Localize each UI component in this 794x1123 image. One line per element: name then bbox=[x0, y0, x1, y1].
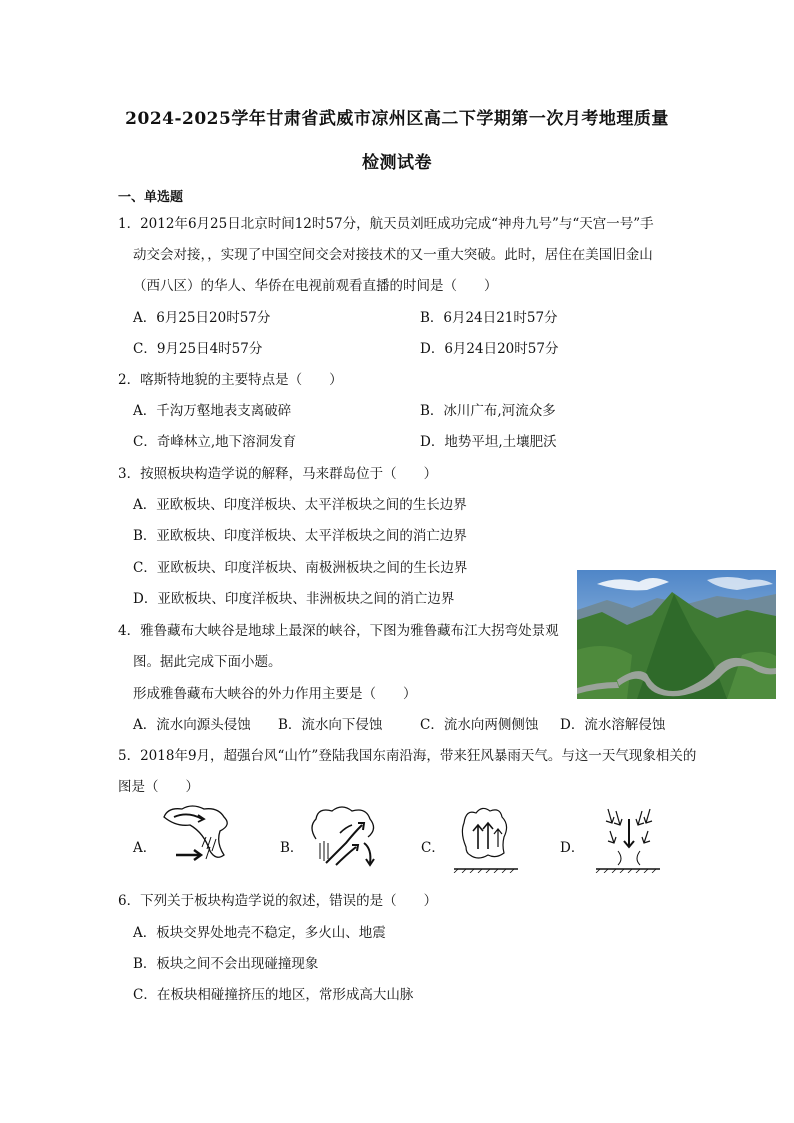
q2-stem: 2．喀斯特地貌的主要特点是（ ） bbox=[118, 372, 343, 388]
q2-option-a: A．千沟万壑地表支离破碎 bbox=[133, 403, 292, 419]
q5-option-c: C． bbox=[421, 840, 445, 856]
q3-option-a: A．亚欧板块、印度洋板块、太平洋板块之间的生长边界 bbox=[133, 497, 467, 513]
diagram-c-convection-icon bbox=[452, 803, 522, 877]
q2-option-b: B．冰川广布,河流众多 bbox=[420, 403, 556, 419]
diagram-d-subsiding-air-icon bbox=[594, 803, 664, 877]
diagram-b-typhoon-icon bbox=[306, 803, 386, 877]
q1-stem-line-2: 动交会对接，，实现了中国空间交会对接技术的又一重大突破。此时，居住在美国旧金山 bbox=[133, 247, 653, 263]
q1-option-d: D．6月24日20时57分 bbox=[420, 341, 559, 357]
q4-option-d: D．流水溶解侵蚀 bbox=[560, 717, 666, 733]
q4-stem-line-1: 4．雅鲁藏布大峡谷是地球上最深的峡谷，下图为雅鲁藏布江大拐弯处景观 bbox=[118, 623, 559, 639]
q1-option-a: A．6月25日20时57分 bbox=[133, 310, 271, 326]
diagram-a-cold-front-icon bbox=[158, 803, 238, 877]
q3-option-b: B．亚欧板块、印度洋板块、太平洋板块之间的消亡边界 bbox=[133, 528, 467, 544]
page-title-line-1: 2024-2025学年甘肃省武威市凉州区高二下学期第一次月考地理质量 bbox=[125, 109, 669, 129]
page-title-line-2: 检测试卷 bbox=[362, 153, 432, 173]
q2-option-d: D．地势平坦,土壤肥沃 bbox=[420, 434, 557, 450]
q5-stem-line-1: 5．2018年9月，超强台风“山竹”登陆我国东南沿海，带来狂风暴雨天气。与这一天气现象相关的 bbox=[118, 748, 697, 764]
q5-option-a: A． bbox=[133, 840, 157, 856]
q4-option-a: A．流水向源头侵蚀 bbox=[133, 717, 251, 733]
q1-stem-line-1: 1．2012年6月25日北京时间12时57分，航天员刘旺成功完成“神舟九号”与“天宫一号”手 bbox=[118, 216, 654, 232]
q3-stem: 3．按照板块构造学说的解释，马来群岛位于（ ） bbox=[118, 466, 438, 482]
q4-option-b: B．流水向下侵蚀 bbox=[278, 717, 383, 733]
q3-option-d: D．亚欧板块、印度洋板块、非洲板块之间的消亡边界 bbox=[133, 591, 455, 607]
q1-option-c: C．9月25日4时57分 bbox=[133, 341, 263, 357]
section-heading: 一、单选题 bbox=[118, 190, 184, 205]
q4-option-c: C．流水向两侧侧蚀 bbox=[420, 717, 539, 733]
q4-stem-line-2: 图。据此完成下面小题。 bbox=[133, 654, 282, 670]
q5-option-b: B． bbox=[280, 840, 304, 856]
gorge-landscape-photo bbox=[577, 570, 776, 699]
q3-option-c: C．亚欧板块、印度洋板块、南极洲板块之间的生长边界 bbox=[133, 560, 468, 576]
q1-stem-line-3: （西八区）的华人、华侨在电视前观看直播的时间是（ ） bbox=[133, 278, 498, 294]
q6-option-c: C．在板块相碰撞挤压的地区，常形成高大山脉 bbox=[133, 987, 414, 1003]
q4-stem-line-3: 形成雅鲁藏布大峡谷的外力作用主要是（ ） bbox=[133, 686, 417, 702]
q6-option-b: B．板块之间不会出现碰撞现象 bbox=[133, 956, 319, 972]
q6-option-a: A．板块交界处地壳不稳定，多火山、地震 bbox=[133, 925, 386, 941]
q5-option-d: D． bbox=[560, 840, 585, 856]
q6-stem: 6．下列关于板块构造学说的叙述，错误的是（ ） bbox=[118, 893, 438, 909]
q5-stem-line-2: 图是（ ） bbox=[118, 779, 199, 795]
q2-option-c: C．奇峰林立,地下溶洞发育 bbox=[133, 434, 297, 450]
q1-option-b: B．6月24日21时57分 bbox=[420, 310, 558, 326]
